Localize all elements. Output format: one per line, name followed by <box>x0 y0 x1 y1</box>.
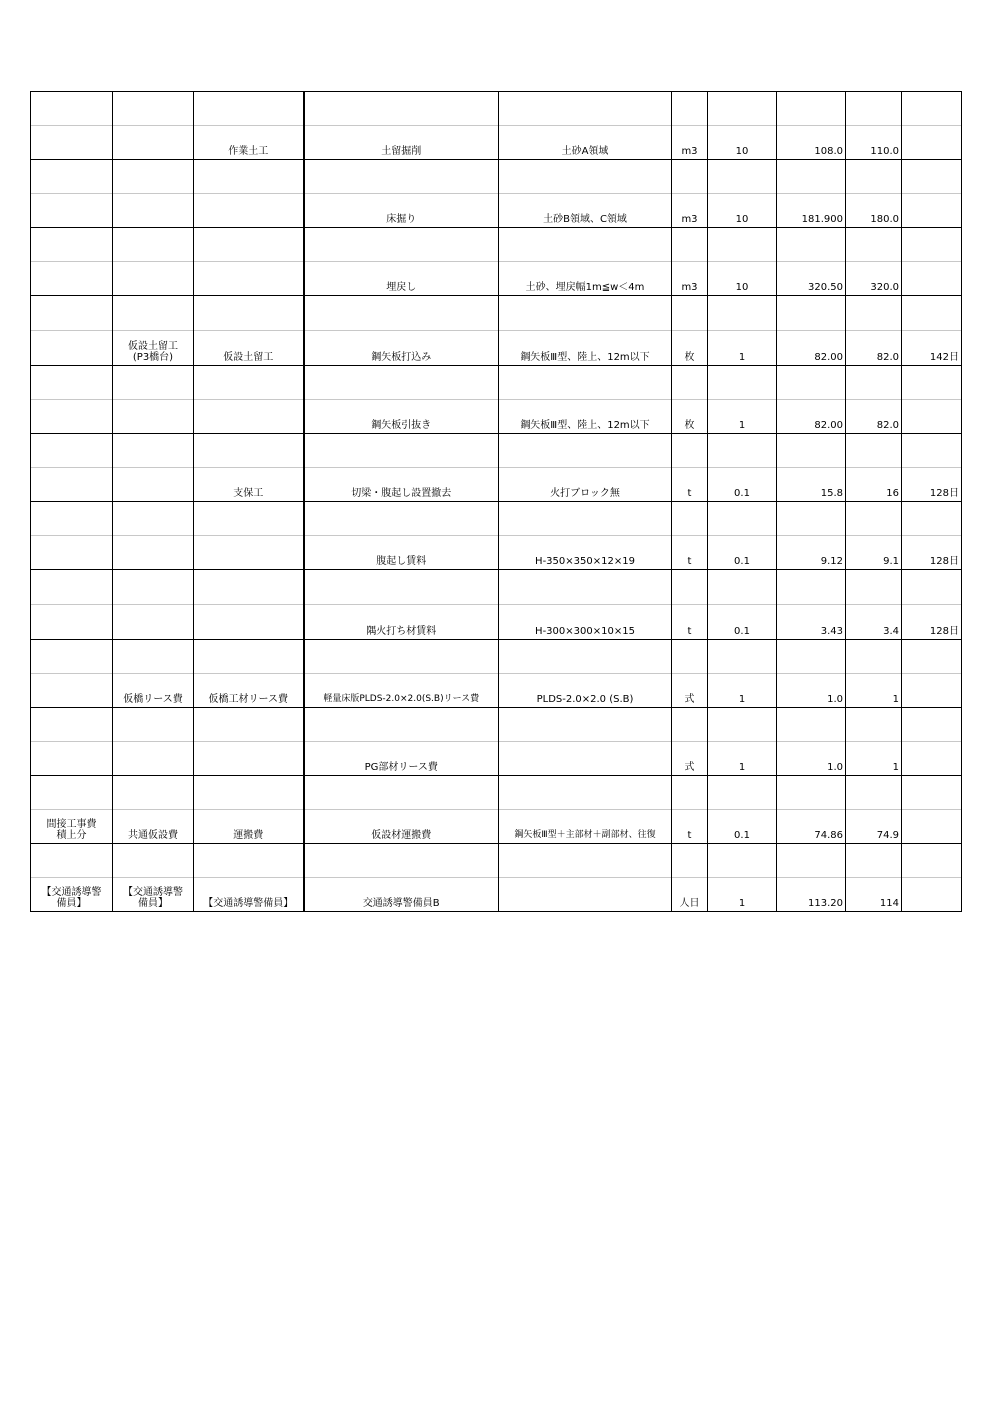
unit-cell: t <box>672 810 708 844</box>
quantity-cell: 15.8 <box>777 468 846 502</box>
type-cell: 仮橋リース費 <box>113 674 194 708</box>
note-cell: 128日 <box>902 536 962 570</box>
per-unit-cell: 1 <box>708 674 777 708</box>
unit-cell: m3 <box>672 194 708 228</box>
spec-cell: 鋼矢板Ⅲ型、陸上、12m以下 <box>499 331 672 366</box>
spacer-cell <box>672 502 708 536</box>
quantity-cell: 82.00 <box>777 331 846 366</box>
note-cell <box>902 400 962 434</box>
row-spacer <box>31 844 962 878</box>
spacer-cell <box>113 296 194 331</box>
item-name-cell: 切梁・腹起し設置撤去 <box>304 468 499 502</box>
spacer-cell <box>499 366 672 400</box>
item-name-cell: 腹起し賃料 <box>304 536 499 570</box>
unit-cell: m3 <box>672 126 708 160</box>
total-cell: 1 <box>846 742 902 776</box>
subtype-cell <box>194 605 304 640</box>
spacer-cell <box>846 434 902 468</box>
spacer-cell <box>194 708 304 742</box>
category-cell <box>31 536 113 570</box>
item-name-cell: 床掘り <box>304 194 499 228</box>
spacer-cell <box>194 160 304 194</box>
spacer-cell <box>194 228 304 262</box>
spacer-cell <box>902 434 962 468</box>
category-cell <box>31 674 113 708</box>
type-cell <box>113 194 194 228</box>
spacer-cell <box>499 502 672 536</box>
table-row <box>31 536 962 570</box>
subtype-cell: 【交通誘導警備員】 <box>194 878 304 912</box>
category-cell <box>31 262 113 296</box>
spacer-cell <box>902 92 962 126</box>
spacer-cell <box>902 502 962 536</box>
subtype-cell <box>194 262 304 296</box>
note-cell <box>902 742 962 776</box>
note-cell <box>902 674 962 708</box>
note-cell <box>902 194 962 228</box>
spacer-cell <box>777 708 846 742</box>
unit-cell: t <box>672 468 708 502</box>
spacer-cell <box>708 92 777 126</box>
spacer-cell <box>708 640 777 674</box>
per-unit-cell: 1 <box>708 742 777 776</box>
spacer-cell <box>113 160 194 194</box>
type-cell <box>113 605 194 640</box>
total-cell: 74.9 <box>846 810 902 844</box>
item-name-cell: 鋼矢板引抜き <box>304 400 499 434</box>
total-cell: 16 <box>846 468 902 502</box>
per-unit-cell: 1 <box>708 331 777 366</box>
spacer-cell <box>708 776 777 810</box>
spec-cell: H-350×350×12×19 <box>499 536 672 570</box>
spacer-cell <box>194 844 304 878</box>
unit-cell: t <box>672 605 708 640</box>
spacer-cell <box>194 502 304 536</box>
type-cell: 仮設土留工 (P3橋台) <box>113 331 194 366</box>
spacer-cell <box>499 160 672 194</box>
category-cell: 間接工事費 積上分 <box>31 810 113 844</box>
spacer-cell <box>499 296 672 331</box>
unit-cell: 枚 <box>672 400 708 434</box>
note-cell <box>902 262 962 296</box>
spacer-cell <box>777 434 846 468</box>
category-cell <box>31 400 113 434</box>
subtype-cell <box>194 194 304 228</box>
total-cell: 82.0 <box>846 400 902 434</box>
note-cell <box>902 126 962 160</box>
spacer-cell <box>672 570 708 605</box>
spacer-cell <box>672 776 708 810</box>
spacer-cell <box>672 92 708 126</box>
table-row <box>31 878 962 912</box>
spacer-cell <box>304 228 499 262</box>
spacer-cell <box>846 502 902 536</box>
note-cell: 128日 <box>902 468 962 502</box>
category-cell <box>31 331 113 366</box>
subtype-cell: 仮設土留工 <box>194 331 304 366</box>
spacer-cell <box>708 160 777 194</box>
spacer-cell <box>194 434 304 468</box>
spec-cell: H-300×300×10×15 <box>499 605 672 640</box>
category-cell <box>31 742 113 776</box>
spacer-cell <box>902 708 962 742</box>
total-cell: 114 <box>846 878 902 912</box>
item-name-cell: 仮設材運搬費 <box>304 810 499 844</box>
spacer-cell <box>304 366 499 400</box>
spacer-cell <box>31 640 113 674</box>
spacer-cell <box>846 366 902 400</box>
per-unit-cell: 0.1 <box>708 536 777 570</box>
spacer-cell <box>194 640 304 674</box>
per-unit-cell: 1 <box>708 878 777 912</box>
type-cell <box>113 742 194 776</box>
item-name-cell: 交通誘導警備員B <box>304 878 499 912</box>
spacer-cell <box>113 434 194 468</box>
spacer-cell <box>113 570 194 605</box>
table-row <box>31 742 962 776</box>
type-cell <box>113 262 194 296</box>
spacer-cell <box>846 640 902 674</box>
total-cell: 9.1 <box>846 536 902 570</box>
total-cell: 82.0 <box>846 331 902 366</box>
note-cell <box>902 878 962 912</box>
spacer-cell <box>846 570 902 605</box>
spacer-cell <box>846 92 902 126</box>
spacer-cell <box>31 92 113 126</box>
spacer-cell <box>846 708 902 742</box>
spacer-cell <box>304 640 499 674</box>
spacer-cell <box>499 434 672 468</box>
spacer-cell <box>113 708 194 742</box>
spacer-cell <box>846 844 902 878</box>
spec-cell <box>499 878 672 912</box>
spacer-cell <box>846 228 902 262</box>
spacer-cell <box>304 708 499 742</box>
spacer-cell <box>304 776 499 810</box>
spacer-cell <box>708 434 777 468</box>
row-spacer <box>31 228 962 262</box>
spec-cell: 土砂B領域、C領域 <box>499 194 672 228</box>
spacer-cell <box>31 776 113 810</box>
row-spacer <box>31 160 962 194</box>
row-spacer <box>31 366 962 400</box>
type-cell <box>113 468 194 502</box>
spacer-cell <box>777 296 846 331</box>
spec-cell: 火打ブロック無 <box>499 468 672 502</box>
spacer-cell <box>777 640 846 674</box>
table-row <box>31 126 962 160</box>
quantity-cell: 74.86 <box>777 810 846 844</box>
spacer-cell <box>31 844 113 878</box>
spacer-cell <box>304 844 499 878</box>
table-row <box>31 331 962 366</box>
spacer-cell <box>708 844 777 878</box>
spacer-cell <box>672 296 708 331</box>
spacer-cell <box>113 640 194 674</box>
note-cell: 128日 <box>902 605 962 640</box>
spacer-cell <box>902 776 962 810</box>
spacer-cell <box>31 708 113 742</box>
per-unit-cell: 10 <box>708 262 777 296</box>
quantity-cell: 1.0 <box>777 674 846 708</box>
spacer-cell <box>194 366 304 400</box>
spacer-cell <box>113 228 194 262</box>
spacer-cell <box>31 160 113 194</box>
spacer-cell <box>113 502 194 536</box>
spacer-cell <box>846 296 902 331</box>
spacer-cell <box>777 776 846 810</box>
spacer-cell <box>499 776 672 810</box>
spacer-cell <box>304 296 499 331</box>
spacer-cell <box>304 160 499 194</box>
total-cell: 1 <box>846 674 902 708</box>
note-cell: 142日 <box>902 331 962 366</box>
per-unit-cell: 0.1 <box>708 605 777 640</box>
spacer-cell <box>672 160 708 194</box>
spacer-cell <box>777 228 846 262</box>
spec-cell: 鋼矢板Ⅲ型＋主部材＋副部材、往復 <box>499 810 672 844</box>
unit-cell: 人日 <box>672 878 708 912</box>
spacer-cell <box>846 160 902 194</box>
row-spacer <box>31 296 962 331</box>
type-cell: 【交通誘導警 備員】 <box>113 878 194 912</box>
row-spacer <box>31 708 962 742</box>
spacer-cell <box>194 776 304 810</box>
category-cell <box>31 605 113 640</box>
spacer-cell <box>194 296 304 331</box>
unit-cell: 枚 <box>672 331 708 366</box>
table-row <box>31 194 962 228</box>
category-cell <box>31 194 113 228</box>
per-unit-cell: 0.1 <box>708 468 777 502</box>
total-cell: 3.4 <box>846 605 902 640</box>
item-name-cell: 土留掘削 <box>304 126 499 160</box>
unit-cell: t <box>672 536 708 570</box>
table-row <box>31 810 962 844</box>
spacer-cell <box>902 160 962 194</box>
total-cell: 180.0 <box>846 194 902 228</box>
spec-cell: 土砂A領域 <box>499 126 672 160</box>
spacer-cell <box>672 228 708 262</box>
subtype-cell: 仮橋工材リース費 <box>194 674 304 708</box>
spec-cell: PLDS-2.0×2.0 (S.B) <box>499 674 672 708</box>
category-cell <box>31 126 113 160</box>
spacer-cell <box>708 296 777 331</box>
spacer-cell <box>194 92 304 126</box>
spacer-cell <box>31 570 113 605</box>
spacer-cell <box>708 228 777 262</box>
spacer-cell <box>113 776 194 810</box>
per-unit-cell: 1 <box>708 400 777 434</box>
spacer-cell <box>31 228 113 262</box>
item-name-cell: 埋戻し <box>304 262 499 296</box>
note-cell <box>902 810 962 844</box>
quantity-cell: 181.900 <box>777 194 846 228</box>
quantity-cell: 3.43 <box>777 605 846 640</box>
category-cell: 【交通誘導警 備員】 <box>31 878 113 912</box>
table-row <box>31 468 962 502</box>
spacer-cell <box>499 570 672 605</box>
spacer-cell <box>777 366 846 400</box>
quantity-cell: 9.12 <box>777 536 846 570</box>
per-unit-cell: 0.1 <box>708 810 777 844</box>
row-spacer <box>31 776 962 810</box>
spacer-cell <box>113 92 194 126</box>
quantity-cell: 1.0 <box>777 742 846 776</box>
spacer-cell <box>672 366 708 400</box>
spec-cell: 土砂、埋戻幅1m≦w＜4m <box>499 262 672 296</box>
spacer-cell <box>708 502 777 536</box>
spacer-cell <box>777 502 846 536</box>
spacer-cell <box>777 160 846 194</box>
spacer-cell <box>499 708 672 742</box>
spacer-cell <box>31 434 113 468</box>
estimate-table <box>30 91 962 912</box>
row-spacer <box>31 640 962 674</box>
spacer-cell <box>499 640 672 674</box>
spacer-cell <box>708 708 777 742</box>
spacer-cell <box>499 228 672 262</box>
subtype-cell: 支保工 <box>194 468 304 502</box>
spacer-cell <box>113 366 194 400</box>
subtype-cell <box>194 742 304 776</box>
quantity-cell: 108.0 <box>777 126 846 160</box>
quantity-cell: 113.20 <box>777 878 846 912</box>
unit-cell: 式 <box>672 742 708 776</box>
spacer-cell <box>31 296 113 331</box>
spacer-cell <box>777 570 846 605</box>
spacer-cell <box>846 776 902 810</box>
spacer-cell <box>902 366 962 400</box>
spacer-cell <box>194 570 304 605</box>
row-spacer <box>31 92 962 126</box>
type-cell <box>113 400 194 434</box>
spacer-cell <box>672 844 708 878</box>
unit-cell: m3 <box>672 262 708 296</box>
category-cell <box>31 468 113 502</box>
subtype-cell <box>194 400 304 434</box>
type-cell <box>113 536 194 570</box>
row-spacer <box>31 502 962 536</box>
spec-cell: 鋼矢板Ⅲ型、陸上、12m以下 <box>499 400 672 434</box>
spacer-cell <box>304 92 499 126</box>
subtype-cell: 運搬費 <box>194 810 304 844</box>
total-cell: 320.0 <box>846 262 902 296</box>
spacer-cell <box>672 640 708 674</box>
spacer-cell <box>902 640 962 674</box>
spacer-cell <box>902 296 962 331</box>
spacer-cell <box>672 708 708 742</box>
spacer-cell <box>31 366 113 400</box>
table-row <box>31 605 962 640</box>
spacer-cell <box>304 434 499 468</box>
quantity-cell: 82.00 <box>777 400 846 434</box>
row-spacer <box>31 434 962 468</box>
subtype-cell <box>194 536 304 570</box>
spacer-cell <box>499 844 672 878</box>
spacer-cell <box>113 844 194 878</box>
spacer-cell <box>31 502 113 536</box>
spacer-cell <box>902 844 962 878</box>
spacer-cell <box>304 570 499 605</box>
item-name-cell: 鋼矢板打込み <box>304 331 499 366</box>
spacer-cell <box>672 434 708 468</box>
table-row <box>31 674 962 708</box>
type-cell <box>113 126 194 160</box>
per-unit-cell: 10 <box>708 194 777 228</box>
spec-cell <box>499 742 672 776</box>
total-cell: 110.0 <box>846 126 902 160</box>
per-unit-cell: 10 <box>708 126 777 160</box>
spacer-cell <box>499 92 672 126</box>
item-name-cell: PG部材リース費 <box>304 742 499 776</box>
spacer-cell <box>902 570 962 605</box>
row-spacer <box>31 570 962 605</box>
spacer-cell <box>304 502 499 536</box>
item-name-cell: 軽量床版PLDS-2.0×2.0(S.B)リース費 <box>304 674 499 708</box>
subtype-cell: 作業土工 <box>194 126 304 160</box>
quantity-cell: 320.50 <box>777 262 846 296</box>
unit-cell: 式 <box>672 674 708 708</box>
table-row <box>31 400 962 434</box>
spacer-cell <box>777 92 846 126</box>
item-name-cell: 隅火打ち材賃料 <box>304 605 499 640</box>
table-row <box>31 262 962 296</box>
spacer-cell <box>902 228 962 262</box>
spacer-cell <box>777 844 846 878</box>
type-cell: 共通仮設費 <box>113 810 194 844</box>
spacer-cell <box>708 366 777 400</box>
spacer-cell <box>708 570 777 605</box>
